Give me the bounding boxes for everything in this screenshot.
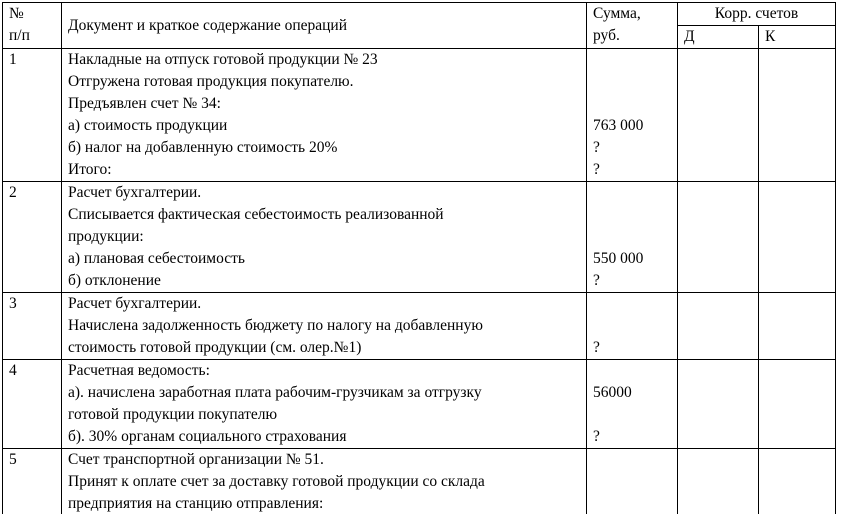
row-description (62, 449, 587, 514)
row-debit (678, 293, 759, 360)
row-debit (678, 182, 759, 293)
table-body (3, 49, 836, 514)
row-credit (759, 49, 836, 182)
header-row (3, 3, 836, 26)
row-number: 5 (3, 449, 62, 514)
description-line: а) плановая себестоимость (68, 250, 245, 267)
description-line: Расчет бухгалтерии. (68, 184, 202, 201)
sum-line (593, 449, 677, 471)
row-debit (678, 449, 759, 514)
header-corr-accounts: Корр. счетов (678, 3, 836, 26)
sum-line (593, 93, 677, 115)
sum-line: 763 000 (593, 117, 644, 134)
description-line: продукции: (68, 228, 144, 245)
sum-line (593, 471, 677, 493)
sum-line (593, 71, 677, 93)
header-credit: К (759, 26, 836, 49)
header-sum-line2: руб. (593, 27, 620, 44)
table-row (3, 360, 836, 449)
sum-line (593, 360, 677, 382)
sum-line: ? (593, 272, 600, 289)
row-debit (678, 49, 759, 182)
sum-line: ? (593, 139, 600, 156)
table-row (3, 49, 836, 182)
sum-line (593, 226, 677, 248)
sum-line: ? (593, 161, 600, 178)
header-number (3, 3, 62, 49)
header-sum (587, 3, 678, 49)
description-line: готовой продукции покупателю (68, 406, 278, 423)
table-row (3, 293, 836, 360)
description-line: Накладные на отпуск готовой продукции № 23 (68, 51, 378, 68)
row-debit (678, 360, 759, 449)
row-description (62, 49, 587, 182)
description-line: а). начислена заработная плата рабочим-грузчикам за отгрузку (68, 384, 482, 401)
row-description (62, 360, 587, 449)
row-sum (587, 293, 678, 360)
description-line: Списывается фактическая себестоимость реализованной (68, 206, 444, 223)
sum-line (593, 404, 677, 426)
header-number-line1: № (9, 5, 24, 22)
description-line: Расчет бухгалтерии. (68, 295, 202, 312)
sum-line (593, 493, 677, 514)
sum-line (593, 315, 677, 337)
header-document: Документ и краткое содержание операций (62, 3, 587, 49)
sum-line (593, 182, 677, 204)
description-line: Расчетная ведомость: (68, 362, 210, 379)
description-line: а) стоимость продукции (68, 117, 228, 134)
description-line: Начислена задолженность бюджету по налогу на добавленную (68, 317, 483, 334)
row-description (62, 182, 587, 293)
description-line: Предъявлен счет № 34: (68, 95, 221, 112)
header-sum-line1: Сумма, (593, 5, 641, 22)
row-credit (759, 293, 836, 360)
sum-line (593, 49, 677, 71)
operations-table (2, 2, 836, 514)
row-number: 3 (3, 293, 62, 360)
row-description (62, 293, 587, 360)
description-line: Итого: (68, 161, 112, 178)
row-credit (759, 449, 836, 514)
row-sum (587, 449, 678, 514)
row-number: 4 (3, 360, 62, 449)
row-number: 1 (3, 49, 62, 182)
table-row (3, 182, 836, 293)
description-line: стоимость готовой продукции (см. олер.№1) (68, 339, 362, 356)
table-row (3, 449, 836, 514)
sum-line (593, 293, 677, 315)
description-line: Отгружена готовая продукция покупателю. (68, 73, 354, 90)
row-sum (587, 182, 678, 293)
header-debit: Д (678, 26, 759, 49)
row-credit (759, 182, 836, 293)
header-number-line2: п/п (9, 27, 30, 44)
row-credit (759, 360, 836, 449)
sum-line: 550 000 (593, 250, 644, 267)
description-line: б) отклонение (68, 272, 161, 289)
sum-line: ? (593, 339, 600, 356)
description-line: б). 30% органам социального страхования (68, 428, 347, 445)
description-line: предприятия на станцию отправления: (68, 495, 324, 512)
row-sum (587, 49, 678, 182)
sum-line (593, 204, 677, 226)
description-line: Счет транспортной организации № 51. (68, 451, 324, 468)
row-sum (587, 360, 678, 449)
sum-line: 56000 (593, 384, 632, 401)
row-number: 2 (3, 182, 62, 293)
description-line: Принят к оплате счет за доставку готовой продукции со склада (68, 473, 485, 490)
description-line: б) налог на добавленную стоимость 20% (68, 139, 338, 156)
sum-line: ? (593, 428, 600, 445)
